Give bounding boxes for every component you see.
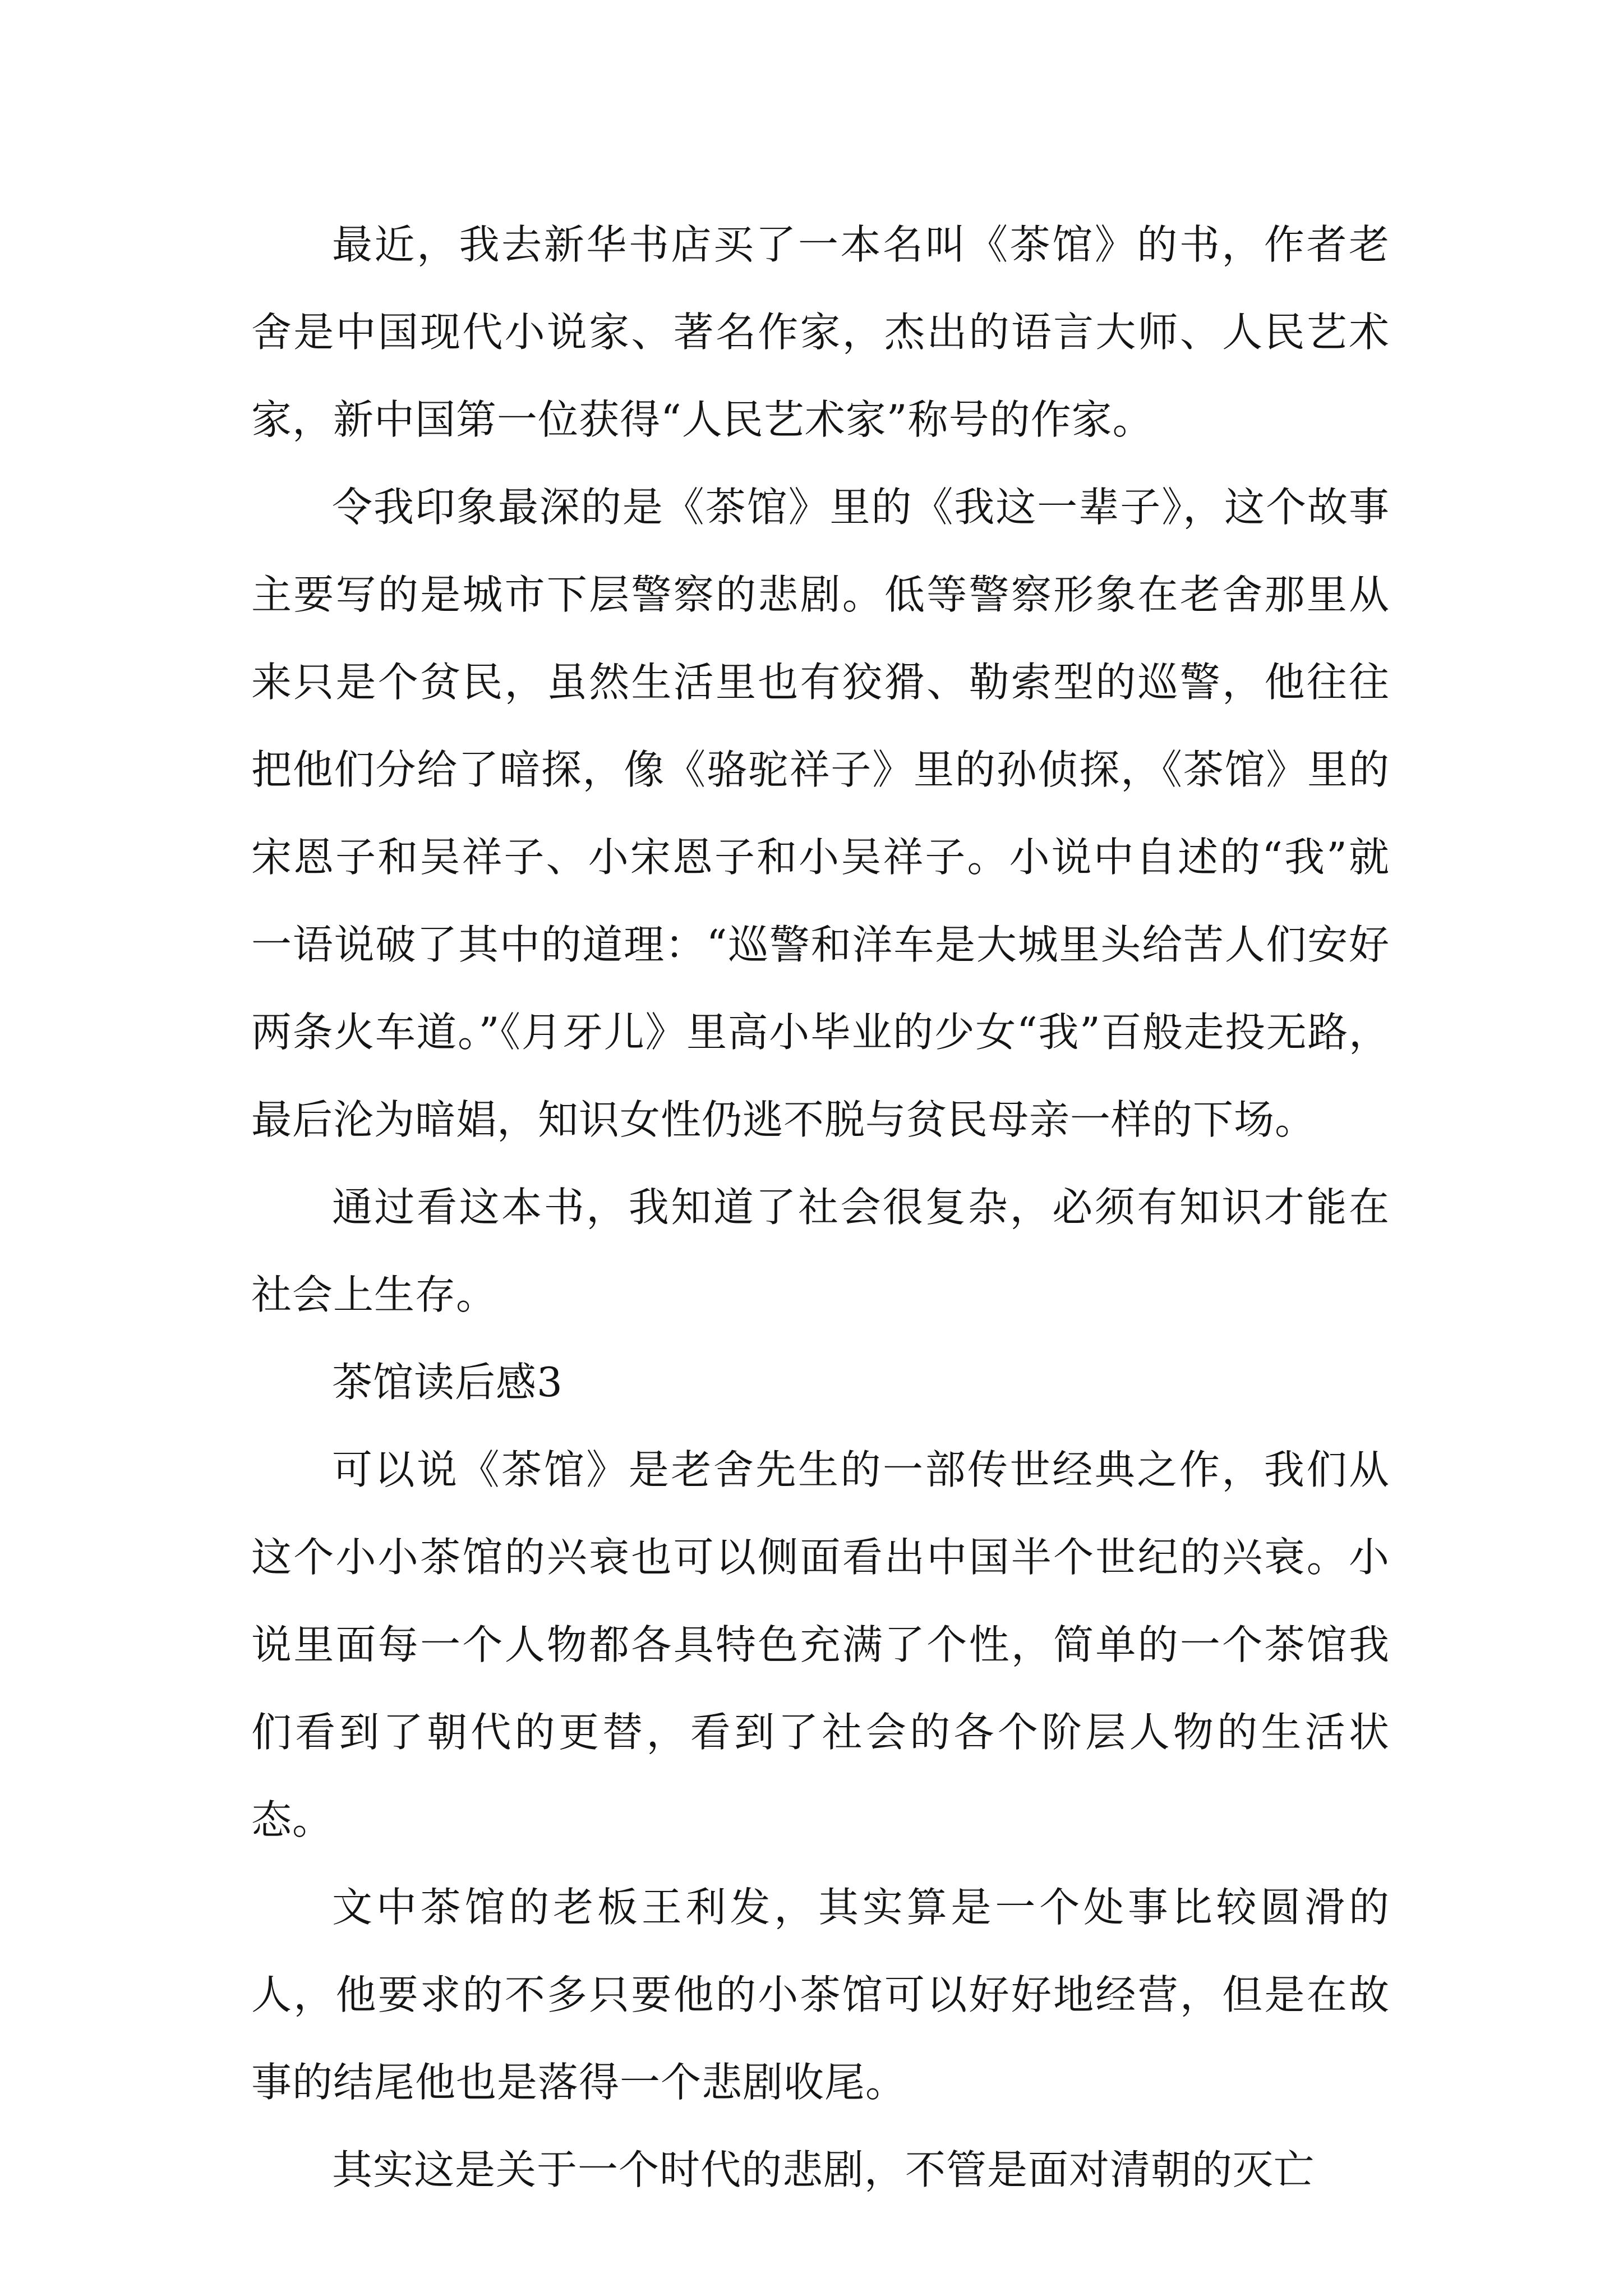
paragraph-classic: 可以说《茶馆》是老舍先生的一部传世经典之作，我们从这个小小茶馆的兴衰也可以侧面看出中国半个世纪的兴衰。小说里面每一个人物都各具特色充满了个性，简单的一个茶馆我们看到了朝代的更替，看到了社会的各个阶层人物的生活状态。 [251, 1446, 1390, 1843]
section-heading: 茶馆读后感3 [332, 1359, 563, 1406]
document-body [251, 201, 1390, 2214]
paragraph-conclusion: 通过看这本书，我知道了社会很复杂，必须有知识才能在社会上生存。 [251, 1184, 1390, 1318]
paragraph-owner: 文中茶馆的老板王利发，其实算是一个处事比较圆滑的人，他要求的不多只要他的小茶馆可以好好地经营，但是在故事的结尾他也是落得一个悲剧收尾。 [251, 1884, 1390, 2106]
paragraph-tragedy: 其实这是关于一个时代的悲剧，不管是面对清朝的灭亡 [332, 2146, 1315, 2193]
paragraph-impression: 令我印象最深的是《茶馆》里的《我这一辈子》，这个故事主要写的是城市下层警察的悲剧。低等警察形象在老舍那里从来只是个贫民，虽然生活里也有狡猾、勒索型的巡警，他往往把他们分给了暗探，像《骆驼祥子》里的孙侦探，《茶馆》里的宋恩子和吴祥子、小宋恩子和小吴祥子。小说中自述的“我”就一语说破了其中的道理：“巡警和洋车是大城里头给苦人们安好两条火车道。”《月牙儿》里高小毕业的少女“我”百般走投无路，最后沦为暗娼，知识女性仍逃不脱与贫民母亲一样的下场。 [251, 484, 1390, 1143]
paragraph-intro: 最近，我去新华书店买了一本名叫《茶馆》的书，作者老舍是中国现代小说家、著名作家，杰出的语言大师、人民艺术家，新中国第一位获得“人民艺术家”称号的作家。 [251, 221, 1390, 443]
